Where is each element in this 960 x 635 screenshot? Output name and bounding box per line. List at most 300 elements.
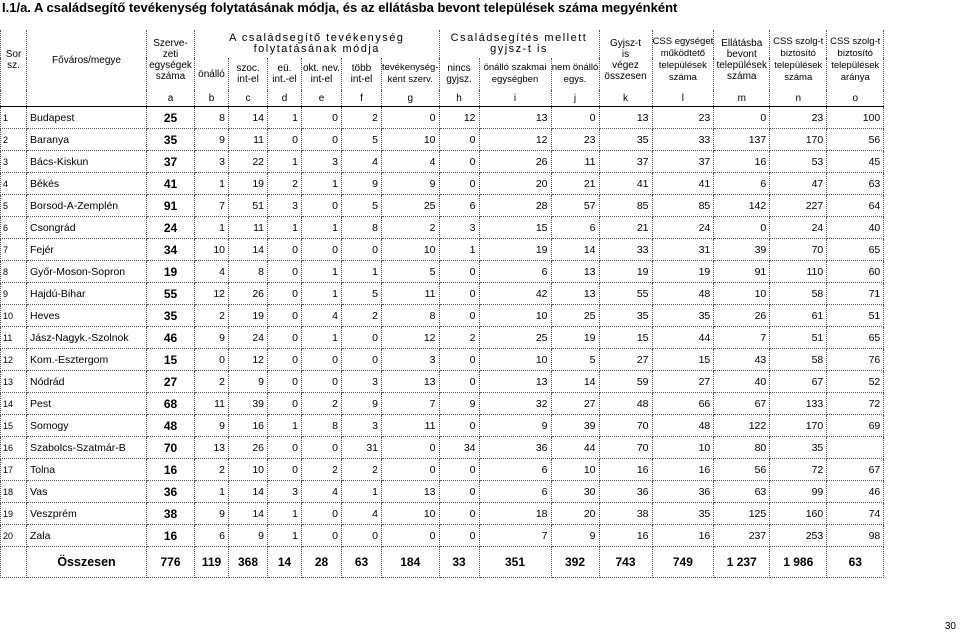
row-number-header bbox=[1, 30, 27, 90]
value-cell: 19 bbox=[147, 261, 195, 283]
value-cell: 0 bbox=[382, 437, 440, 459]
total-cell: 14 bbox=[268, 547, 302, 578]
hdr-line: folytatásának módja bbox=[253, 43, 380, 55]
hdr-line: egys. bbox=[563, 74, 587, 85]
value-cell: 0 bbox=[551, 107, 599, 129]
value-cell: 25 bbox=[551, 305, 599, 327]
sz-label: sz. bbox=[7, 60, 20, 71]
table-row bbox=[1, 393, 884, 415]
szoc-header bbox=[229, 58, 268, 90]
value-cell: 0 bbox=[439, 459, 479, 481]
county-name: Nódrád bbox=[27, 371, 147, 393]
county-name: Veszprém bbox=[27, 503, 147, 525]
value-cell: 26 bbox=[479, 151, 551, 173]
total-cell: 1 986 bbox=[770, 547, 827, 578]
hdr-line: működtető bbox=[660, 48, 706, 59]
value-cell: 7 bbox=[195, 195, 229, 217]
value-cell: 0 bbox=[268, 327, 302, 349]
value-cell: 14 bbox=[551, 371, 599, 393]
value-cell: 40 bbox=[827, 217, 884, 239]
page-title: I.1/a. A családsegítő tevékenység folytatásának módja, és az ellátásba bevont települések száma megyénként bbox=[2, 0, 678, 15]
value-cell: 19 bbox=[599, 261, 652, 283]
value-cell: 10 bbox=[479, 305, 551, 327]
data-table bbox=[0, 30, 884, 578]
value-cell: 23 bbox=[652, 107, 714, 129]
value-cell: 63 bbox=[827, 173, 884, 195]
value-cell bbox=[827, 437, 884, 459]
letter-cell: o bbox=[827, 90, 884, 107]
value-cell: 63 bbox=[714, 481, 770, 503]
value-cell: 13 bbox=[479, 107, 551, 129]
value-cell: 21 bbox=[599, 217, 652, 239]
value-cell: 21 bbox=[551, 173, 599, 195]
value-cell: 6 bbox=[479, 481, 551, 503]
value-cell: 11 bbox=[229, 217, 268, 239]
value-cell: 1 bbox=[195, 173, 229, 195]
value-cell: 13 bbox=[479, 371, 551, 393]
value-cell: 9 bbox=[439, 393, 479, 415]
value-cell: 51 bbox=[229, 195, 268, 217]
value-cell: 67 bbox=[714, 393, 770, 415]
value-cell: 18 bbox=[479, 503, 551, 525]
hdr-line: települések bbox=[831, 60, 880, 71]
value-cell: 0 bbox=[439, 129, 479, 151]
hdr-line: Gyjsz-t bbox=[609, 38, 642, 49]
value-cell: 59 bbox=[599, 371, 652, 393]
value-cell: 52 bbox=[827, 371, 884, 393]
value-cell: 0 bbox=[268, 459, 302, 481]
value-cell: 34 bbox=[439, 437, 479, 459]
value-cell: 14 bbox=[551, 239, 599, 261]
value-cell: 6 bbox=[439, 195, 479, 217]
value-cell: 41 bbox=[599, 173, 652, 195]
value-cell: 53 bbox=[770, 151, 827, 173]
value-cell: 1 bbox=[302, 173, 342, 195]
county-name: Baranya bbox=[27, 129, 147, 151]
value-cell: 9 bbox=[229, 371, 268, 393]
value-cell: 9 bbox=[195, 503, 229, 525]
value-cell: 16 bbox=[599, 525, 652, 547]
value-cell: 0 bbox=[342, 239, 382, 261]
value-cell: 0 bbox=[302, 129, 342, 151]
table-row bbox=[1, 195, 884, 217]
value-cell: 2 bbox=[268, 173, 302, 195]
table-row bbox=[1, 261, 884, 283]
page-number: 30 bbox=[944, 621, 956, 632]
value-cell: 85 bbox=[652, 195, 714, 217]
value-cell: 14 bbox=[229, 481, 268, 503]
value-cell: 70 bbox=[599, 415, 652, 437]
hdr-line: okt. nev. bbox=[302, 63, 341, 74]
value-cell: 15 bbox=[147, 349, 195, 371]
row-number: 19 bbox=[1, 503, 27, 525]
value-cell: 10 bbox=[195, 239, 229, 261]
value-cell: 25 bbox=[147, 107, 195, 129]
row-number: 12 bbox=[1, 349, 27, 371]
gyjszt-header bbox=[599, 30, 652, 90]
hdr-line: CSS egységet bbox=[652, 36, 714, 47]
row-number: 13 bbox=[1, 371, 27, 393]
value-cell: 8 bbox=[382, 305, 440, 327]
county-name: Békés bbox=[27, 173, 147, 195]
hdr-line: több bbox=[351, 63, 372, 74]
value-cell: 1 bbox=[268, 415, 302, 437]
value-cell: 33 bbox=[599, 239, 652, 261]
hdr-line: száma bbox=[155, 71, 186, 82]
total-cell: 28 bbox=[302, 547, 342, 578]
value-cell: 13 bbox=[551, 283, 599, 305]
value-cell: 24 bbox=[229, 327, 268, 349]
row-number: 9 bbox=[1, 283, 27, 305]
total-cell: 743 bbox=[599, 547, 652, 578]
total-cell: 184 bbox=[382, 547, 440, 578]
value-cell: 3 bbox=[302, 151, 342, 173]
table-row bbox=[1, 481, 884, 503]
table-row bbox=[1, 349, 884, 371]
value-cell: 0 bbox=[714, 217, 770, 239]
value-cell: 11 bbox=[382, 283, 440, 305]
value-cell: 8 bbox=[302, 415, 342, 437]
letter-cell: l bbox=[652, 90, 714, 107]
value-cell: 76 bbox=[827, 349, 884, 371]
hdr-line: települések bbox=[774, 60, 823, 71]
letter-cell bbox=[1, 90, 27, 107]
value-cell: 19 bbox=[479, 239, 551, 261]
value-cell: 5 bbox=[342, 195, 382, 217]
value-cell: 36 bbox=[652, 481, 714, 503]
value-cell: 8 bbox=[342, 217, 382, 239]
value-cell: 46 bbox=[827, 481, 884, 503]
eu-header bbox=[268, 58, 302, 90]
hdr-line: biztosító bbox=[780, 48, 816, 59]
value-cell: 0 bbox=[439, 349, 479, 371]
value-cell: 4 bbox=[302, 481, 342, 503]
value-cell: 32 bbox=[479, 393, 551, 415]
value-cell: 0 bbox=[439, 415, 479, 437]
value-cell: 3 bbox=[195, 151, 229, 173]
hdr-line: gyjsz-t is bbox=[490, 43, 548, 55]
value-cell: 0 bbox=[302, 525, 342, 547]
hdr-line: bevont bbox=[726, 49, 757, 60]
row-number: 4 bbox=[1, 173, 27, 195]
onallo-szakmai-header bbox=[479, 58, 551, 90]
value-cell: 42 bbox=[479, 283, 551, 305]
value-cell: 16 bbox=[652, 525, 714, 547]
value-cell: 48 bbox=[147, 415, 195, 437]
hdr-line: száma bbox=[668, 72, 697, 83]
hdr-line: egységek bbox=[149, 60, 192, 71]
value-cell: 4 bbox=[342, 503, 382, 525]
value-cell: 6 bbox=[714, 173, 770, 195]
value-cell: 3 bbox=[342, 371, 382, 393]
value-cell: 24 bbox=[147, 217, 195, 239]
value-cell: 1 bbox=[302, 261, 342, 283]
value-cell: 51 bbox=[770, 327, 827, 349]
hdr-line: tevékenység- bbox=[382, 62, 439, 73]
value-cell: 19 bbox=[551, 327, 599, 349]
table-row bbox=[1, 305, 884, 327]
value-cell: 4 bbox=[342, 151, 382, 173]
value-cell: 2 bbox=[342, 305, 382, 327]
value-cell: 31 bbox=[342, 437, 382, 459]
county-name: Zala bbox=[27, 525, 147, 547]
value-cell: 34 bbox=[147, 239, 195, 261]
hdr-line: int-el bbox=[237, 74, 259, 85]
value-cell: 9 bbox=[479, 415, 551, 437]
county-name: Győr-Moson-Sopron bbox=[27, 261, 147, 283]
value-cell: 1 bbox=[439, 239, 479, 261]
value-cell: 51 bbox=[827, 305, 884, 327]
row-number: 18 bbox=[1, 481, 27, 503]
value-cell: 125 bbox=[714, 503, 770, 525]
value-cell: 26 bbox=[714, 305, 770, 327]
value-cell: 0 bbox=[268, 371, 302, 393]
row-number: 2 bbox=[1, 129, 27, 151]
value-cell: 10 bbox=[229, 459, 268, 481]
row-number: 16 bbox=[1, 437, 27, 459]
hdr-line: száma bbox=[727, 71, 757, 82]
value-cell: 19 bbox=[229, 305, 268, 327]
county-name: Vas bbox=[27, 481, 147, 503]
value-cell: 48 bbox=[652, 415, 714, 437]
value-cell: 15 bbox=[479, 217, 551, 239]
table-row bbox=[1, 239, 884, 261]
value-cell: 0 bbox=[268, 437, 302, 459]
value-cell: 35 bbox=[599, 305, 652, 327]
value-cell: 19 bbox=[229, 173, 268, 195]
hdr-line: Szerve- bbox=[153, 38, 188, 49]
letter-cell: b bbox=[195, 90, 229, 107]
table-row bbox=[1, 437, 884, 459]
hdr-line: települések bbox=[716, 60, 768, 71]
value-cell: 10 bbox=[714, 283, 770, 305]
letter-cell: i bbox=[479, 90, 551, 107]
value-cell: 37 bbox=[599, 151, 652, 173]
ellatas-header bbox=[714, 30, 770, 90]
value-cell: 133 bbox=[770, 393, 827, 415]
value-cell: 72 bbox=[827, 393, 884, 415]
value-cell: 9 bbox=[195, 327, 229, 349]
value-cell: 0 bbox=[382, 459, 440, 481]
value-cell: 2 bbox=[302, 393, 342, 415]
row-number: 11 bbox=[1, 327, 27, 349]
value-cell: 74 bbox=[827, 503, 884, 525]
value-cell: 33 bbox=[652, 129, 714, 151]
value-cell: 160 bbox=[770, 503, 827, 525]
value-cell: 64 bbox=[827, 195, 884, 217]
value-cell: 1 bbox=[302, 217, 342, 239]
value-cell: 57 bbox=[551, 195, 599, 217]
value-cell: 0 bbox=[302, 195, 342, 217]
total-cell: 776 bbox=[147, 547, 195, 578]
value-cell: 20 bbox=[479, 173, 551, 195]
value-cell: 35 bbox=[599, 129, 652, 151]
value-cell: 0 bbox=[268, 393, 302, 415]
value-cell: 23 bbox=[770, 107, 827, 129]
value-cell: 8 bbox=[195, 107, 229, 129]
value-cell: 48 bbox=[652, 283, 714, 305]
value-cell: 122 bbox=[714, 415, 770, 437]
county-name: Heves bbox=[27, 305, 147, 327]
total-cell: 749 bbox=[652, 547, 714, 578]
total-no-cell bbox=[1, 547, 27, 578]
value-cell: 91 bbox=[714, 261, 770, 283]
value-cell: 14 bbox=[229, 239, 268, 261]
value-cell: 3 bbox=[342, 415, 382, 437]
value-cell: 11 bbox=[195, 393, 229, 415]
value-cell: 3 bbox=[268, 195, 302, 217]
value-cell: 16 bbox=[714, 151, 770, 173]
value-cell: 11 bbox=[551, 151, 599, 173]
okt-header bbox=[302, 58, 342, 90]
value-cell: 10 bbox=[479, 349, 551, 371]
value-cell: 14 bbox=[229, 503, 268, 525]
value-cell: 4 bbox=[302, 305, 342, 327]
value-cell: 24 bbox=[770, 217, 827, 239]
value-cell: 35 bbox=[652, 503, 714, 525]
value-cell: 0 bbox=[439, 503, 479, 525]
value-cell: 35 bbox=[147, 305, 195, 327]
value-cell: 1 bbox=[268, 151, 302, 173]
value-cell: 30 bbox=[551, 481, 599, 503]
value-cell: 68 bbox=[147, 393, 195, 415]
value-cell: 0 bbox=[268, 239, 302, 261]
total-cell: 368 bbox=[229, 547, 268, 578]
value-cell: 0 bbox=[302, 239, 342, 261]
value-cell: 44 bbox=[551, 437, 599, 459]
value-cell: 26 bbox=[229, 437, 268, 459]
value-cell: 26 bbox=[229, 283, 268, 305]
value-cell: 65 bbox=[827, 327, 884, 349]
value-cell: 2 bbox=[382, 217, 440, 239]
hdr-line: is bbox=[621, 49, 630, 60]
value-cell: 0 bbox=[439, 525, 479, 547]
table-row bbox=[1, 459, 884, 481]
value-cell: 39 bbox=[229, 393, 268, 415]
county-name: Bács-Kiskun bbox=[27, 151, 147, 173]
value-cell: 25 bbox=[479, 327, 551, 349]
value-cell: 9 bbox=[229, 525, 268, 547]
table-row bbox=[1, 415, 884, 437]
value-cell: 170 bbox=[770, 129, 827, 151]
hdr-line: száma bbox=[784, 72, 813, 83]
letter-cell: d bbox=[268, 90, 302, 107]
value-cell: 9 bbox=[195, 415, 229, 437]
value-cell: 45 bbox=[827, 151, 884, 173]
value-cell: 2 bbox=[195, 305, 229, 327]
county-name: Fejér bbox=[27, 239, 147, 261]
value-cell: 58 bbox=[770, 283, 827, 305]
letter-cell: h bbox=[439, 90, 479, 107]
value-cell: 12 bbox=[479, 129, 551, 151]
value-cell: 7 bbox=[479, 525, 551, 547]
row-number: 14 bbox=[1, 393, 27, 415]
value-cell: 16 bbox=[229, 415, 268, 437]
total-cell: 392 bbox=[551, 547, 599, 578]
value-cell: 0 bbox=[439, 261, 479, 283]
value-cell: 60 bbox=[827, 261, 884, 283]
value-cell: 16 bbox=[147, 525, 195, 547]
value-cell: 7 bbox=[714, 327, 770, 349]
value-cell: 71 bbox=[827, 283, 884, 305]
value-cell: 38 bbox=[599, 503, 652, 525]
value-cell: 4 bbox=[195, 261, 229, 283]
table-row bbox=[1, 371, 884, 393]
value-cell: 2 bbox=[302, 459, 342, 481]
szervezeti-header bbox=[147, 30, 195, 90]
value-cell: 27 bbox=[147, 371, 195, 393]
value-cell: 9 bbox=[342, 173, 382, 195]
value-cell: 4 bbox=[382, 151, 440, 173]
value-cell: 11 bbox=[229, 129, 268, 151]
value-cell: 13 bbox=[382, 481, 440, 503]
value-cell: 5 bbox=[382, 261, 440, 283]
table-row bbox=[1, 525, 884, 547]
value-cell: 16 bbox=[147, 459, 195, 481]
row-number: 20 bbox=[1, 525, 27, 547]
value-cell: 44 bbox=[652, 327, 714, 349]
row-number: 6 bbox=[1, 217, 27, 239]
value-cell: 46 bbox=[147, 327, 195, 349]
hdr-line: nem önálló bbox=[551, 62, 599, 73]
value-cell: 19 bbox=[652, 261, 714, 283]
county-name: Budapest bbox=[27, 107, 147, 129]
value-cell: 12 bbox=[382, 327, 440, 349]
value-cell: 27 bbox=[551, 393, 599, 415]
value-cell: 1 bbox=[268, 525, 302, 547]
letter-cell: c bbox=[229, 90, 268, 107]
hdr-line: aránya bbox=[840, 72, 870, 83]
value-cell: 80 bbox=[714, 437, 770, 459]
value-cell: 36 bbox=[479, 437, 551, 459]
value-cell: 237 bbox=[714, 525, 770, 547]
total-cell: 63 bbox=[827, 547, 884, 578]
value-cell: 0 bbox=[268, 283, 302, 305]
letter-cell bbox=[27, 90, 147, 107]
value-cell: 0 bbox=[382, 107, 440, 129]
value-cell: 67 bbox=[827, 459, 884, 481]
value-cell: 41 bbox=[147, 173, 195, 195]
onallo-header: önálló bbox=[195, 58, 229, 90]
value-cell: 16 bbox=[599, 459, 652, 481]
value-cell: 1 bbox=[302, 283, 342, 305]
value-cell: 0 bbox=[268, 349, 302, 371]
value-cell: 58 bbox=[770, 349, 827, 371]
value-cell: 0 bbox=[195, 349, 229, 371]
value-cell: 31 bbox=[652, 239, 714, 261]
value-cell: 0 bbox=[439, 371, 479, 393]
letter-cell: a bbox=[147, 90, 195, 107]
value-cell: 1 bbox=[342, 481, 382, 503]
value-cell: 61 bbox=[770, 305, 827, 327]
value-cell: 38 bbox=[147, 503, 195, 525]
value-cell: 48 bbox=[599, 393, 652, 415]
value-cell: 24 bbox=[652, 217, 714, 239]
value-cell: 0 bbox=[342, 525, 382, 547]
css-mukodteto-header bbox=[652, 30, 714, 90]
table-row bbox=[1, 283, 884, 305]
value-cell: 56 bbox=[714, 459, 770, 481]
value-cell: 70 bbox=[147, 437, 195, 459]
value-cell: 0 bbox=[382, 525, 440, 547]
value-cell: 55 bbox=[599, 283, 652, 305]
value-cell: 2 bbox=[342, 459, 382, 481]
value-cell: 227 bbox=[770, 195, 827, 217]
value-cell: 0 bbox=[302, 371, 342, 393]
row-number: 7 bbox=[1, 239, 27, 261]
value-cell: 0 bbox=[342, 327, 382, 349]
hdr-line: biztosító bbox=[837, 48, 873, 59]
